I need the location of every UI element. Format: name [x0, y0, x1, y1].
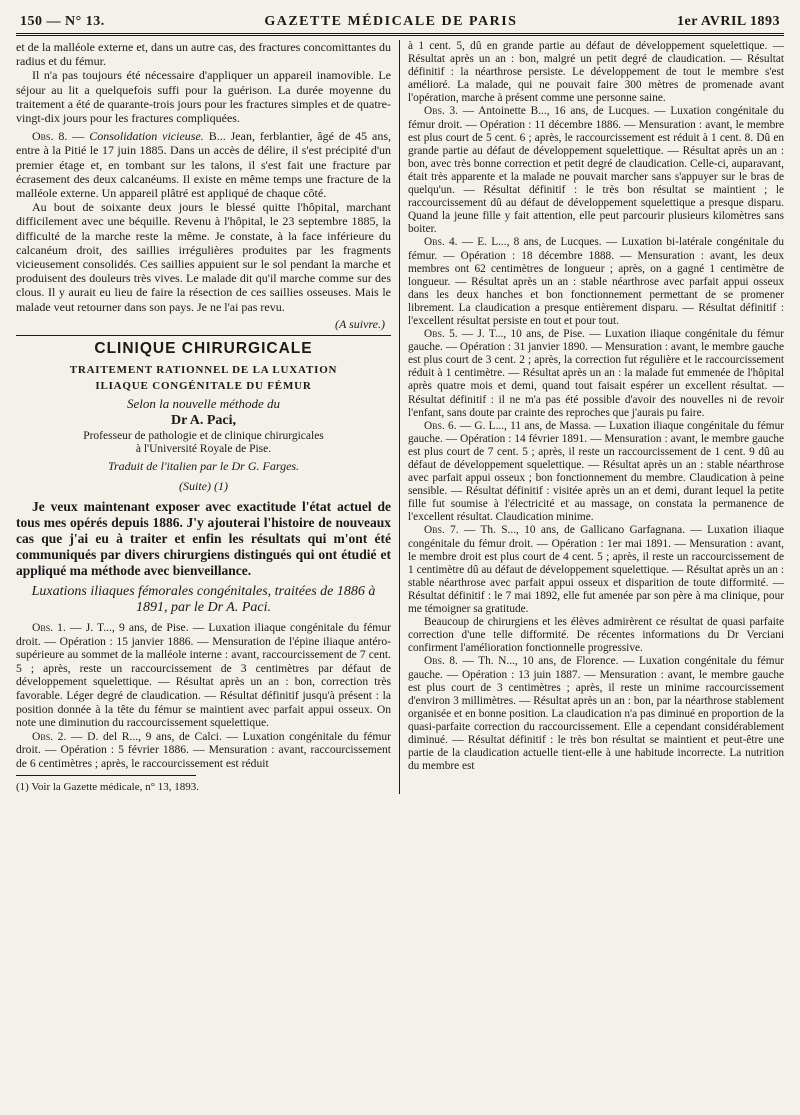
observation-6 — [408, 420, 784, 525]
obs-label: Obs. 8. — — [424, 655, 474, 668]
author-affiliation-1: Professeur de pathologie et de clinique chirurgicales — [83, 429, 324, 442]
author-name: Dr A. Paci, — [170, 413, 237, 429]
obs-text: D. del R..., 9 ans, de Calci. — Luxation congénitale du fémur droit. — Opération : 5 février 1886. — Mensuration : avant, raccourcissement de 6 centimètres ; après, le raccourcissement est réduit — [16, 729, 391, 771]
suite-note: (Suite) (1) — [179, 478, 228, 493]
obs-label: Obs. 5. — — [424, 328, 474, 341]
observation-8 — [408, 655, 784, 773]
observation-5 — [408, 328, 784, 420]
left-column — [16, 40, 400, 794]
obs-label: Obs. 4. — — [424, 236, 474, 249]
page-header — [16, 14, 784, 33]
observation-4 — [408, 236, 784, 328]
observation-8-consolidation — [16, 129, 391, 200]
obs-text: B... Jean, ferblantier, âgé de 45 ans, entre à la Pitié le 17 juin 1885. Dans un accès de délire, il s'est précipité d'un premier étage et, en tombant sur les talons, il s'est fait une fracture par écrasement des deux calcanéums. Il existe en même temps une fracture de la malléole externe. Un appareil plâtré est appliqué de chaque côté. — [16, 129, 392, 201]
intro-paragraph: Je veux maintenant exposer avec exactitude l'état actuel de tous mes opérés depuis 1886. J'y ajouterai l'histoire de nouveaux cas que j'ai eu à traiter et enfin les résultats qui m'ont été communiqués par divers chirurgiens distingués qui ont étudié et appliqué ma méthode avec bienveillance. — [16, 499, 391, 579]
continued-note: (A suivre.) — [335, 316, 385, 331]
author-affiliation-2: à l'Université Royale de Pise. — [135, 442, 272, 455]
paragraph: Beaucoup de chirurgiens et les élèves admirèrent ce résultat de quasi parfaite correction d'une telle difformité. De récentes informations du Dr Verciani confirment l'amélioration fonctionnelle progressive. — [408, 616, 784, 655]
observation-2 — [16, 730, 391, 771]
obs-label: Obs. 7. — — [424, 524, 476, 537]
obs-label: Obs. 6. — — [424, 419, 472, 432]
article-title-line-1: TRAITEMENT RATIONNEL DE LA LUXATION — [69, 364, 338, 377]
obs-text: J. T..., 10 ans, de Pise. — Luxation iliaque congénitale du fémur gauche. — Opération : 31 janvier 1890. — Mensuration : avant, le membre gauche est plus court de 3 cent. 2 ; après, la correction fut régulière et le raccourcissement réduit à 1 centimètre. — Résultat après un an : la malade fut emmenée de l'hôpital après quatre mois et demi, quand tout faisait espérer un excellent résultat. — Résultat définitif : il ne m'a pas été possible d'avoir des nouvelles ni de revoir l'enfant, sans doute par crainte des reproches que j'aurais pu faire. — [408, 328, 785, 419]
article-title-line-2: ILIAQUE CONGÉNITALE DU FÉMUR — [95, 380, 312, 393]
page-number: 150 — N° 13. — [20, 14, 105, 29]
columns — [16, 40, 784, 794]
obs-text: Th. N..., 10 ans, de Florence. — Luxation congénitale du fémur gauche. — Opération : 13 juin 1887. — Mensuration : avant, le membre gauche est plus court de 3 centimètres ; après, il reste un minime raccourcissement d'environ 3 millimètres. — Résultat après un an : bon, par la néarthrose stablement organisée et en bonne position. La claudication n'a pas diminué en proportion de la quasi-parfaite correction du raccourcissement. Elle a cependant considérablement diminué. — Résultat définitif : le très bon résultat se maintient et peut-être une partie de la claudication actuelle tient-elle à une habitude incorrecte. La nutrition du membre est — [408, 655, 785, 773]
journal-title: GAZETTE MÉDICALE DE PARIS — [264, 14, 518, 29]
obs-label: Obs. 8. — — [32, 129, 85, 144]
footnote: (1) Voir la Gazette médicale, n° 13, 1893. — [16, 775, 196, 794]
obs-text: G. L..., 11 ans, de Massa. — Luxation iliaque congénitale du fémur gauche. — Opération : 14 février 1891. — Mensuration : avant, le membre gauche est plus court de 7 cent. 5 ; après, il reste un raccourcissement de 1 cent. 9 dû au défaut de développement squelettique. — Résultat après un an : stable néarthrose avec parfait appui osseux ; bon fonctionnement du membre. Claudication à peine sensible. — Résultat définitif : visitée après un an et demi, durant lequel la petite fille fut soumise à l'électricité et au massage, on constata la permanence de l'excellent résultat. Claudication minime. — [408, 419, 784, 524]
paragraph: et de la malléole externe et, dans un autre cas, des fractures concomittantes du radius et du fémur. — [16, 40, 391, 69]
obs-label: Obs. 1. — — [32, 621, 82, 635]
obs-text: Th. S..., 10 ans, de Gallicano Garfagnana. — Luxation iliaque congénitale du fémur droit. — Opération : 1er mai 1891. — Mensuration : avant, le membre droit est plus court de 4 cent. 5 ; après, il reste un raccourcissement de 1 centimètre dû au défaut de développement squelettique. — Résultat après un an : stable néarthrose avec parfait appui osseux et disparition de toute difformité. — Résultat définitif : le 7 mai 1892, elle fut amenée par son père à ma clinique, pour me témoigner sa gratitude. — [408, 524, 784, 616]
table-subheading: Luxations iliaques fémorales congénitales, traitées de 1886 à 1891, par le Dr A. Paci. — [31, 584, 376, 616]
obs-text: Antoinette B..., 16 ans, de Lucques. — Luxation congénitale du fémur droit. — Opération : 11 décembre 1886. — Mensuration : avant, le membre est plus court de 5 cent. 6 ; après, le raccourcissement est réduit à 1 cent. 8. Dû en grande partie au défaut de développement squelettique. — Résultat après un an : bon, avec très bonne correction et petit degré de claudication. Celle-ci, auparavant, était très apparente et la malade ne pouvait marcher sans s'appuyer sur le bras de quelqu'un. — Résultat définitif : le très bon résultat se maintient ; le raccourcissement dû au défaut de développement squelettique a presque disparu. Quand la jeune fille y fait attention, elle peut parcourir plusieurs kilomètres sans boiter. — [408, 105, 785, 236]
observation-7 — [408, 524, 784, 616]
paragraph: Il n'a pas toujours été nécessaire d'appliquer un appareil inamovible. Le séjour au lit a quelquefois suffi pour la guérison. La durée moyenne du traitement a été de quarante-trois jours pour les fractures simples et de quatre-vingt-dix jours pour les fractures compliquées. — [16, 68, 391, 126]
method-line: Selon la nouvelle méthode du — [126, 396, 281, 412]
translator-line: Traduit de l'italien par le Dr G. Farges. — [107, 458, 300, 473]
observation-1 — [16, 621, 391, 730]
observation-3 — [408, 105, 784, 236]
section-title: CLINIQUE CHIRURGICALE — [94, 340, 313, 358]
obs-text: E. L..., 8 ans, de Lucques. — Luxation bi-latérale congénitale du fémur. — Opération : 18 décembre 1888. — Mensuration : avant, les deux membres ont 62 centimètres de longueur ; après, on a gagné 1 centimètre de longueur. — Résultat après un an : stable néarthrose avec parfait appui osseux dans les deux hanches et bon fonctionnement permettant de se promener librement. La claudication a presque entièrement disparu. — Résultat définitif : l'excellent résultat persiste en tout et pour tout. — [408, 236, 785, 327]
obs-label: Obs. 2. — — [32, 729, 83, 743]
right-column — [400, 40, 784, 794]
obs-title: Consolidation vicieuse. — [89, 129, 204, 144]
paragraph: à 1 cent. 5, dû en grande partie au défaut de développement squelettique. — Résultat après un an : bon, malgré un petit degré de claudication. — Résultat définitif : la néarthrose persiste. Le développement de tout le membre s'est amélioré. La malade, qui ne pouvait faire 300 mètres de promenade avant l'opération, marche à présent comme une personne saine. — [408, 40, 784, 105]
obs-label: Obs. 3. — — [424, 105, 475, 118]
issue-date: 1er AVRIL 1893 — [677, 14, 780, 29]
obs-text: J. T..., 9 ans, de Pise. — Luxation iliaque congénitale du fémur droit. — Opération : 15 janvier 1886. — Mensuration de l'épine iliaque antéro-supérieure au sommet de la malléole interne : avant, raccourcissement de 7 cent. 5 ; après, reste un raccourcissement de 3 centimètres par défaut de développement squelettique. — Résultat après un an : bon, correction très favorable. Léger degré de claudication. — Résultat définitif jusqu'à présent : la position donnée à la tête du fémur se maintient avec parfait appui osseux. On note une diminution du raccourcissement squelettique. — [16, 621, 391, 730]
section-divider — [16, 335, 391, 336]
paragraph: Au bout de soixante deux jours le blessé quitte l'hôpital, marchant difficilement avec une béquille. Revenu à l'hôpital, le 23 septembre 1885, la difficulté de la marche reste la même. Je constate, à la face inférieure du calcanéum droit, des saillies irrégulières produites par les fragments vicieusement consolidés. Ces saillies appuient sur le sol pendant la marche et produisent des douleurs très vives. Le malade dit qu'il marche comme sur des clous. Il y aurait eu lieu de faire la résection de ces saillies osseuses. Mais le malade veut retourner dans son pays. Je ne l'ai pas revu. — [16, 200, 391, 314]
header-rule — [16, 33, 784, 36]
